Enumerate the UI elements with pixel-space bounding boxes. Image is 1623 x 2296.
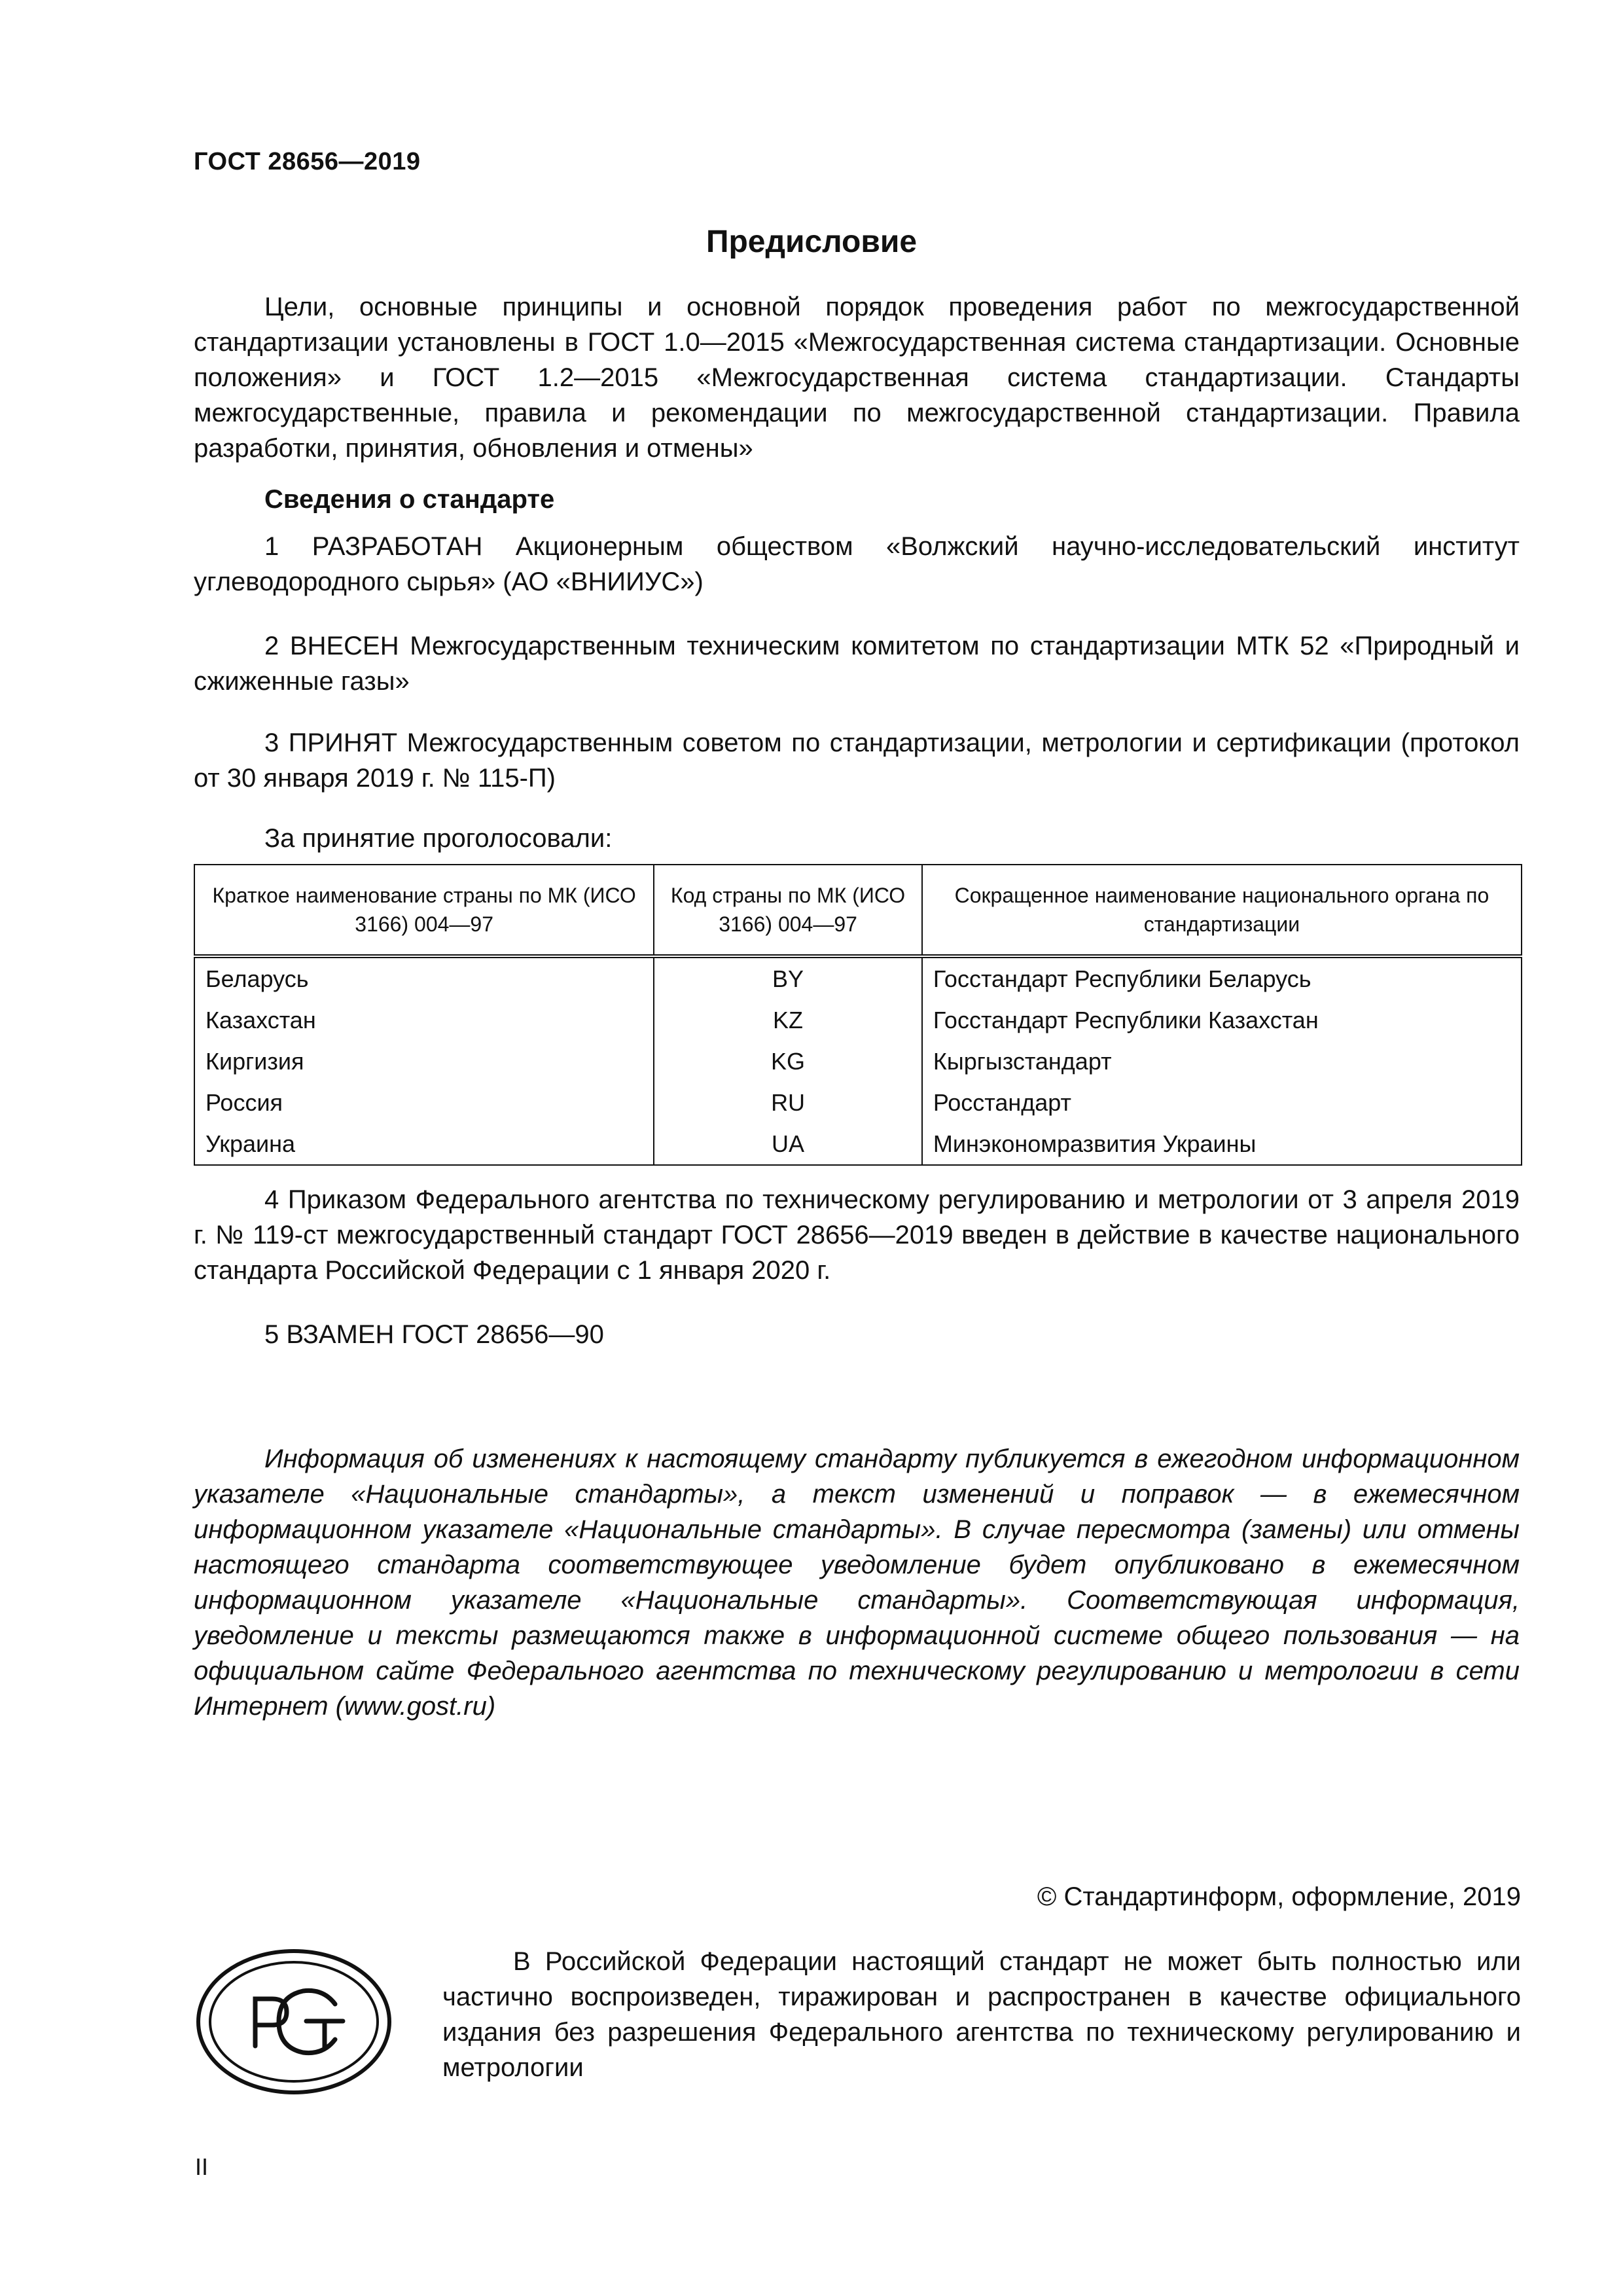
- country-cell: Казахстан: [194, 999, 654, 1041]
- column-header-body: Сокращенное наименование национального органа по стандартизации: [922, 865, 1522, 956]
- code-cell: BY: [654, 956, 922, 999]
- country-cell: Киргизия: [194, 1041, 654, 1082]
- table-row: [194, 956, 1522, 999]
- country-cell: Беларусь: [194, 956, 654, 999]
- country-cell: Россия: [194, 1082, 654, 1123]
- intro-paragraph: Цели, основные принципы и основной порядок проведения работ по межгосударственной стандартизации установлены в ГОСТ 1.0—2015 «Межгосударственная система стандартизации. Основные положения» и ГОСТ 1.2—2015 «Межгосударственная система стандартизации. Стандарты межгосударственные, правила и рекомендации по межгосударственной стандартизации. Правила разработки, принятия, обновления и отмены»: [194, 293, 1520, 463]
- reproduction-notice: В Российской Федерации настоящий стандарт не может быть полностью или частично воспроизведен, тиражирован и распространен в качестве официального издания без разрешения Федерального агентства по техническому регулированию и метрологии: [442, 1947, 1521, 2082]
- votes-table: [194, 864, 1522, 1166]
- info-heading: Сведения о стандарте: [264, 485, 555, 514]
- column-header-code: Код страны по МК (ИСО 3166) 004—97: [654, 865, 922, 956]
- body-cell: Росстандарт: [922, 1082, 1522, 1123]
- code-cell: KG: [654, 1041, 922, 1082]
- item-order: 4 Приказом Федерального агентства по техническому регулированию и метрологии от 3 апреля 2019 г. № 119-ст межгосударственный стандарт ГОСТ 28656—2019 введен в действие в качестве национального стандарта Российской Федерации с 1 января 2020 г.: [194, 1185, 1520, 1285]
- country-cell: Украина: [194, 1123, 654, 1165]
- table-row: [194, 1082, 1522, 1123]
- body-cell: Госстандарт Республики Беларусь: [922, 956, 1522, 999]
- body-cell: Госстандарт Республики Казахстан: [922, 999, 1522, 1041]
- code-cell: UA: [654, 1123, 922, 1165]
- code-cell: RU: [654, 1082, 922, 1123]
- item-adopted: 3 ПРИНЯТ Межгосударственным советом по стандартизации, метрологии и сертификации (протокол от 30 января 2019 г. № 115-П): [194, 728, 1520, 793]
- votes-intro: За принятие проголосовали:: [264, 824, 613, 853]
- item-replaces: 5 ВЗАМЕН ГОСТ 28656—90: [264, 1320, 604, 1349]
- page-number: II: [195, 2153, 209, 2180]
- item-developed: 1 РАЗРАБОТАН Акционерным обществом «Волжский научно-исследовательский институт углеводородного сырья» (АО «ВНИИУС»): [194, 532, 1520, 596]
- item-introduced: 2 ВНЕСЕН Межгосударственным техническим комитетом по стандартизации МТК 52 «Природный и сжиженные газы»: [194, 632, 1520, 696]
- column-header-country: Краткое наименование страны по МК (ИСО 3166) 004—97: [194, 865, 654, 956]
- changes-info-paragraph: Информация об изменениях к настоящему стандарту публикуется в ежегодном информационном указателе «Национальные стандарты», а текст изменений и поправок — в ежемесячном информационном указателе «Национальные стандарты». В случае пересмотра (замены) или отмены настоящего стандарта соответствующее уведомление будет опубликовано в ежемесячном информационном указателе «Национальные стандарты». Соответствующая информация, уведомление и тексты размещаются также в информационной системе общего пользования — на официальном сайте Федерального агентства по техническому регулированию и метрологии в сети Интернет (www.gost.ru): [194, 1444, 1520, 1721]
- body-cell: Кыргызстандарт: [922, 1041, 1522, 1082]
- table-row: [194, 1123, 1522, 1165]
- code-cell: KZ: [654, 999, 922, 1041]
- page-title: Предисловие: [705, 224, 918, 259]
- body-cell: Минэкономразвития Украины: [922, 1123, 1522, 1165]
- table-row: [194, 999, 1522, 1041]
- copyright-line: © Стандартинформ, оформление, 2019: [1037, 1882, 1521, 1911]
- table-row: [194, 1041, 1522, 1082]
- pct-certification-mark-icon: [195, 1948, 393, 2096]
- votes-table-header-row: [194, 865, 1522, 956]
- document-header: ГОСТ 28656—2019: [194, 148, 421, 175]
